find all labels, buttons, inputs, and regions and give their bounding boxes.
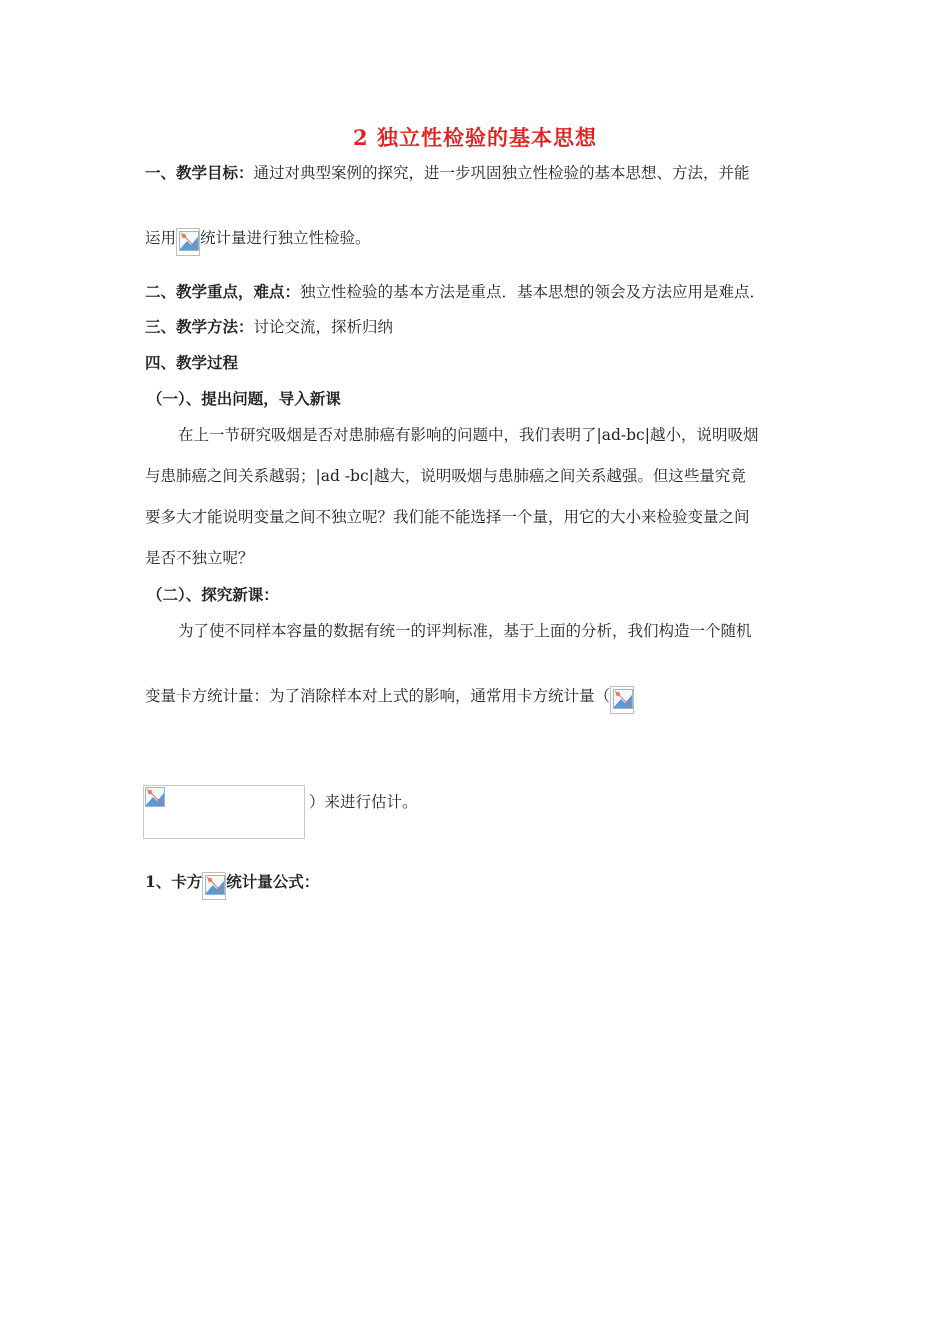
broken-image-icon xyxy=(202,872,226,900)
formula-suffix: 统计量公式： xyxy=(226,872,320,891)
methods-line xyxy=(145,316,393,338)
objectives-prefix: 运用 xyxy=(145,229,177,247)
key-points-label: 二、教学重点，难点： xyxy=(145,282,301,301)
objectives-line-2 xyxy=(145,222,371,256)
methods-label: 三、教学方法： xyxy=(145,317,254,336)
part1-line-4: 是否不独立呢？ xyxy=(145,549,254,567)
broken-image-icon xyxy=(143,785,305,839)
methods-text: 讨论交流，探析归纳 xyxy=(253,318,394,336)
part2-heading: （二）、探究新课： xyxy=(147,585,279,604)
objectives-label: 一、教学目标： xyxy=(145,163,254,182)
key-points-line xyxy=(145,281,765,303)
broken-image-icon xyxy=(176,228,200,256)
part2-line-3: ）来进行估计。 xyxy=(309,793,418,811)
part1-line-3: 要多大才能说明变量之间不独立呢？我们能不能选择一个量，用它的大小来检验变量之间 xyxy=(145,508,750,526)
part1-line-2: 与患肺癌之间关系越弱；|ad -bc|越大，说明吸烟与患肺癌之间关系越强。但这些量究竟 xyxy=(145,467,746,485)
objectives-text: 通过对典型案例的探究，进一步巩固独立性检验的基本思想、方法，并能 xyxy=(253,164,750,182)
part2-line-2 xyxy=(145,680,634,714)
page-title: 2 独立性检验的基本思想 xyxy=(353,125,597,150)
part1-heading: （一）、提出问题，导入新课 xyxy=(147,389,341,408)
part1-line-1: 在上一节研究吸烟是否对患肺癌有影响的问题中，我们表明了|ad-bc|越小，说明吸烟 xyxy=(178,426,759,444)
broken-image-icon xyxy=(610,686,634,714)
formula-line xyxy=(145,866,319,900)
process-heading: 四、教学过程 xyxy=(145,353,239,372)
objectives-line-1 xyxy=(145,162,750,184)
key-points-text: 独立性检验的基本方法是重点．基本思想的领会及方法应用是难点． xyxy=(300,283,766,301)
part2-line-2-text: 变量卡方统计量：为了消除样本对上式的影响，通常用卡方统计量（ xyxy=(145,687,611,705)
part2-line-1: 为了使不同样本容量的数据有统一的评判标准，基于上面的分析，我们构造一个随机 xyxy=(178,622,752,640)
objectives-suffix: 统计量进行独立性检验。 xyxy=(200,229,371,247)
formula-prefix: 1、卡方 xyxy=(145,872,203,891)
